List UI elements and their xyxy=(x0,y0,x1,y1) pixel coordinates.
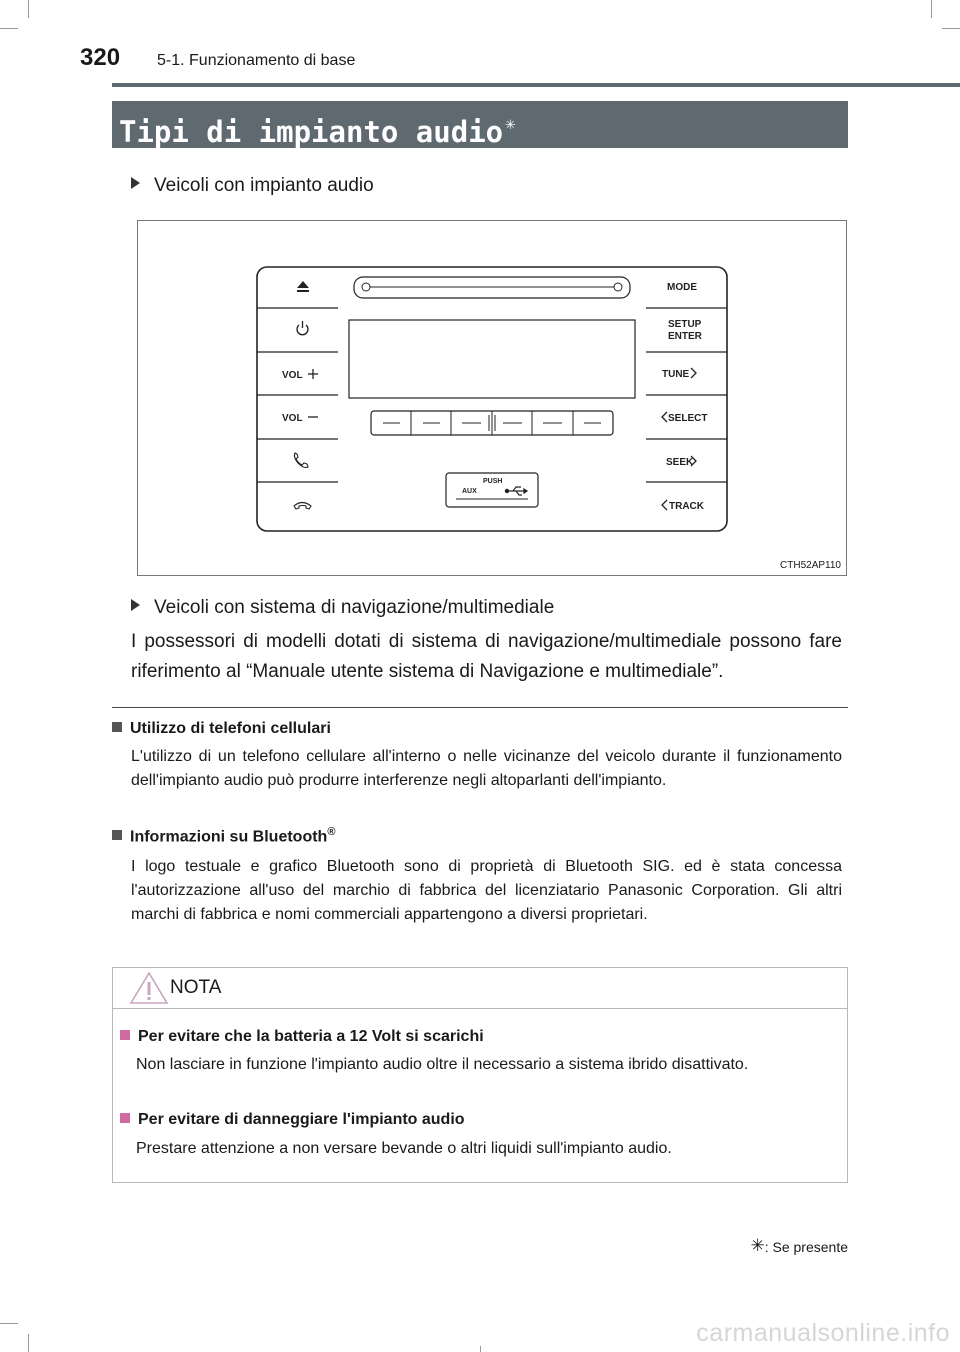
crop-mark xyxy=(0,1323,18,1324)
bullet-text: Veicoli con sistema di navigazione/multimediale xyxy=(154,597,555,618)
plus-icon xyxy=(308,369,318,379)
bullet-item xyxy=(131,175,374,197)
chevron-left-icon xyxy=(662,412,667,422)
section-title-bar xyxy=(112,101,848,148)
note-item-body: Non lasciare in funzione l'impianto audio oltre il necessario a sistema ibrido disattivato. xyxy=(136,1056,749,1073)
page-title: Tipi di impianto audio xyxy=(119,115,504,149)
subsection-title: Utilizzo di telefoni cellulari xyxy=(130,720,331,737)
chevron-left-icon xyxy=(662,500,667,510)
bullet-item xyxy=(131,597,554,619)
phone-hangup-icon xyxy=(294,503,311,510)
site-watermark: carmanualsonline.info xyxy=(696,1319,950,1347)
power-icon xyxy=(297,321,308,335)
eject-icon xyxy=(297,281,309,292)
section-breadcrumb: 5-1. Funzionamento di base xyxy=(157,52,356,69)
square-bullet-icon xyxy=(112,830,122,840)
audio-panel-illustration xyxy=(138,221,846,575)
square-bullet-icon xyxy=(120,1113,130,1123)
page-number: 320 xyxy=(80,44,121,71)
note-item-title: Per evitare di danneggiare l'impianto audio xyxy=(138,1111,465,1128)
note-box xyxy=(112,967,848,1183)
phone-pickup-icon xyxy=(294,453,308,468)
note-subheading xyxy=(120,1028,484,1046)
subsection-body: I logo testuale e grafico Bluetooth sono di proprietà di Bluetooth SIG. ed è stata concessa l'autorizzazione all'uso del marchio di fabbrica del licenziatario Panasonic Corporation. Gli altri marchi di fabbrica e nomi commerciali appartengono a diversi proprietari. xyxy=(131,858,847,923)
audio-panel-figure xyxy=(137,220,847,576)
optional-equipment-mark: ✳ xyxy=(505,114,516,134)
square-bullet-icon xyxy=(112,722,122,732)
note-title: NOTA xyxy=(170,977,222,998)
square-bullet-icon xyxy=(120,1030,130,1040)
triangle-bullet-icon xyxy=(131,599,140,611)
crop-mark xyxy=(28,1334,29,1352)
crop-mark xyxy=(28,0,29,18)
figure-code: CTH52AP110 xyxy=(780,560,841,571)
warning-triangle-icon xyxy=(129,971,169,1005)
vol-minus-label: VOL xyxy=(282,413,303,424)
mode-label: MODE xyxy=(667,282,697,293)
push-label: PUSH xyxy=(483,478,503,485)
usb-icon xyxy=(505,487,527,495)
enter-label: ENTER xyxy=(668,331,702,342)
chevron-right-icon xyxy=(691,368,696,378)
subsection-heading xyxy=(112,720,331,738)
section-divider xyxy=(112,707,848,708)
header-rule xyxy=(112,83,960,87)
note-item-body: Prestare attenzione a non versare bevande o altri liquidi sull'impianto audio. xyxy=(136,1140,672,1157)
footnote xyxy=(750,1236,848,1256)
track-label: TRACK xyxy=(669,501,704,512)
panel-outline xyxy=(257,267,727,531)
note-subheading xyxy=(120,1111,465,1129)
aux-label: AUX xyxy=(462,488,477,495)
crop-mark xyxy=(942,28,960,29)
crop-mark xyxy=(0,28,18,29)
footnote-text: : Se presente xyxy=(764,1239,848,1255)
crop-mark xyxy=(480,1346,481,1352)
display-screen xyxy=(349,320,635,398)
intro-paragraph: I possessori di modelli dotati di sistema di navigazione/multimediale possono fare riferimento al “Manuale utente sistema di Navigazione e multimediale”. xyxy=(131,631,848,682)
bullet-text: Veicoli con impianto audio xyxy=(154,175,374,196)
subsection-heading xyxy=(112,826,335,846)
select-label: SELECT xyxy=(668,413,708,424)
registered-mark: ® xyxy=(327,826,336,838)
subsection-body: L'utilizzo di un telefono cellulare all'interno o nelle vicinanze del veicolo durante il funzionamento dell'impianto audio può produrre interferenze negli altoparlanti dell'impianto. xyxy=(131,748,847,789)
note-item-title: Per evitare che la batteria a 12 Volt si scarichi xyxy=(138,1028,484,1045)
subsection-title: Informazioni su Bluetooth xyxy=(130,828,328,846)
triangle-bullet-icon xyxy=(131,177,140,189)
note-header xyxy=(113,968,847,1009)
crop-mark xyxy=(931,0,932,18)
tune-label: TUNE xyxy=(662,369,690,380)
setup-label: SETUP xyxy=(668,319,702,330)
seek-label: SEEK xyxy=(666,457,694,468)
vol-plus-label: VOL xyxy=(282,370,303,381)
optional-equipment-mark: ✳ xyxy=(750,1236,765,1255)
